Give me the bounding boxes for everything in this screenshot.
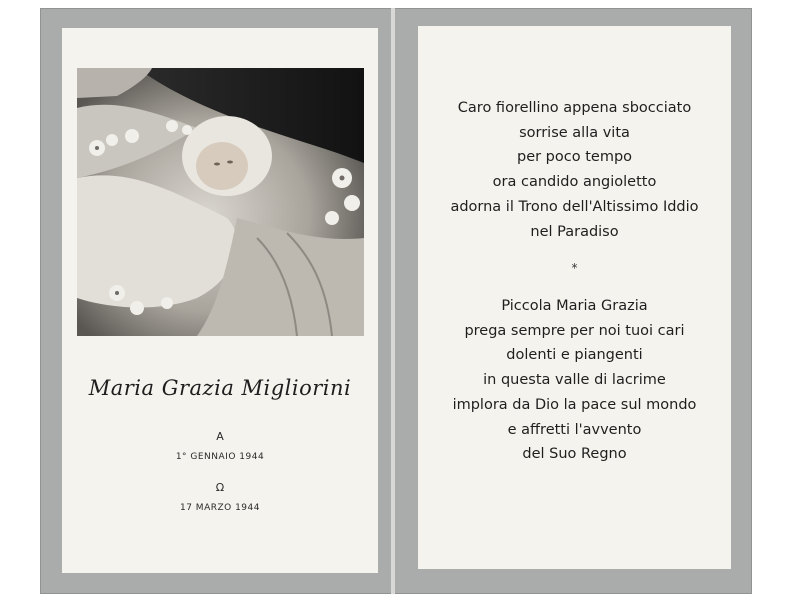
omega-symbol: Ω	[215, 481, 225, 494]
poem-stanza-1	[418, 96, 731, 244]
infant-photo-image	[77, 68, 364, 336]
birth-date: 1° GENNAIO 1944	[175, 452, 265, 462]
stanza-separator: *	[571, 261, 578, 275]
poem-line: in questa valle di lacrime	[483, 372, 666, 389]
poem-line: Caro fiorellino appena sbocciato	[457, 100, 692, 116]
death-date: 17 MARZO 1944	[179, 503, 260, 513]
deceased-name: Maria Grazia Migliorini	[88, 376, 352, 400]
poem-line: nel Paradiso	[530, 223, 619, 240]
poem-line: e affretti l'avvento	[507, 421, 642, 438]
poem-line: Piccola Maria Grazia	[501, 298, 648, 314]
poem-line: dolenti e piangenti	[506, 347, 643, 364]
alpha-symbol: A	[216, 430, 224, 443]
poem-line: sorrise alla vita	[519, 124, 630, 141]
poem-line: per poco tempo	[516, 149, 633, 166]
poem-line: implora da Dio la pace sul mondo	[452, 396, 697, 413]
poem-line: ora candido angioletto	[492, 174, 657, 191]
poem-line: del Suo Regno	[522, 446, 627, 463]
poem-line: prega sempre per noi tuoi cari	[464, 322, 685, 339]
memorial-photo	[77, 68, 364, 336]
poem-line: adorna il Trono dell'Altissimo Iddio	[450, 198, 699, 215]
poem-stanza-2	[418, 294, 731, 467]
card-fold	[391, 8, 395, 594]
